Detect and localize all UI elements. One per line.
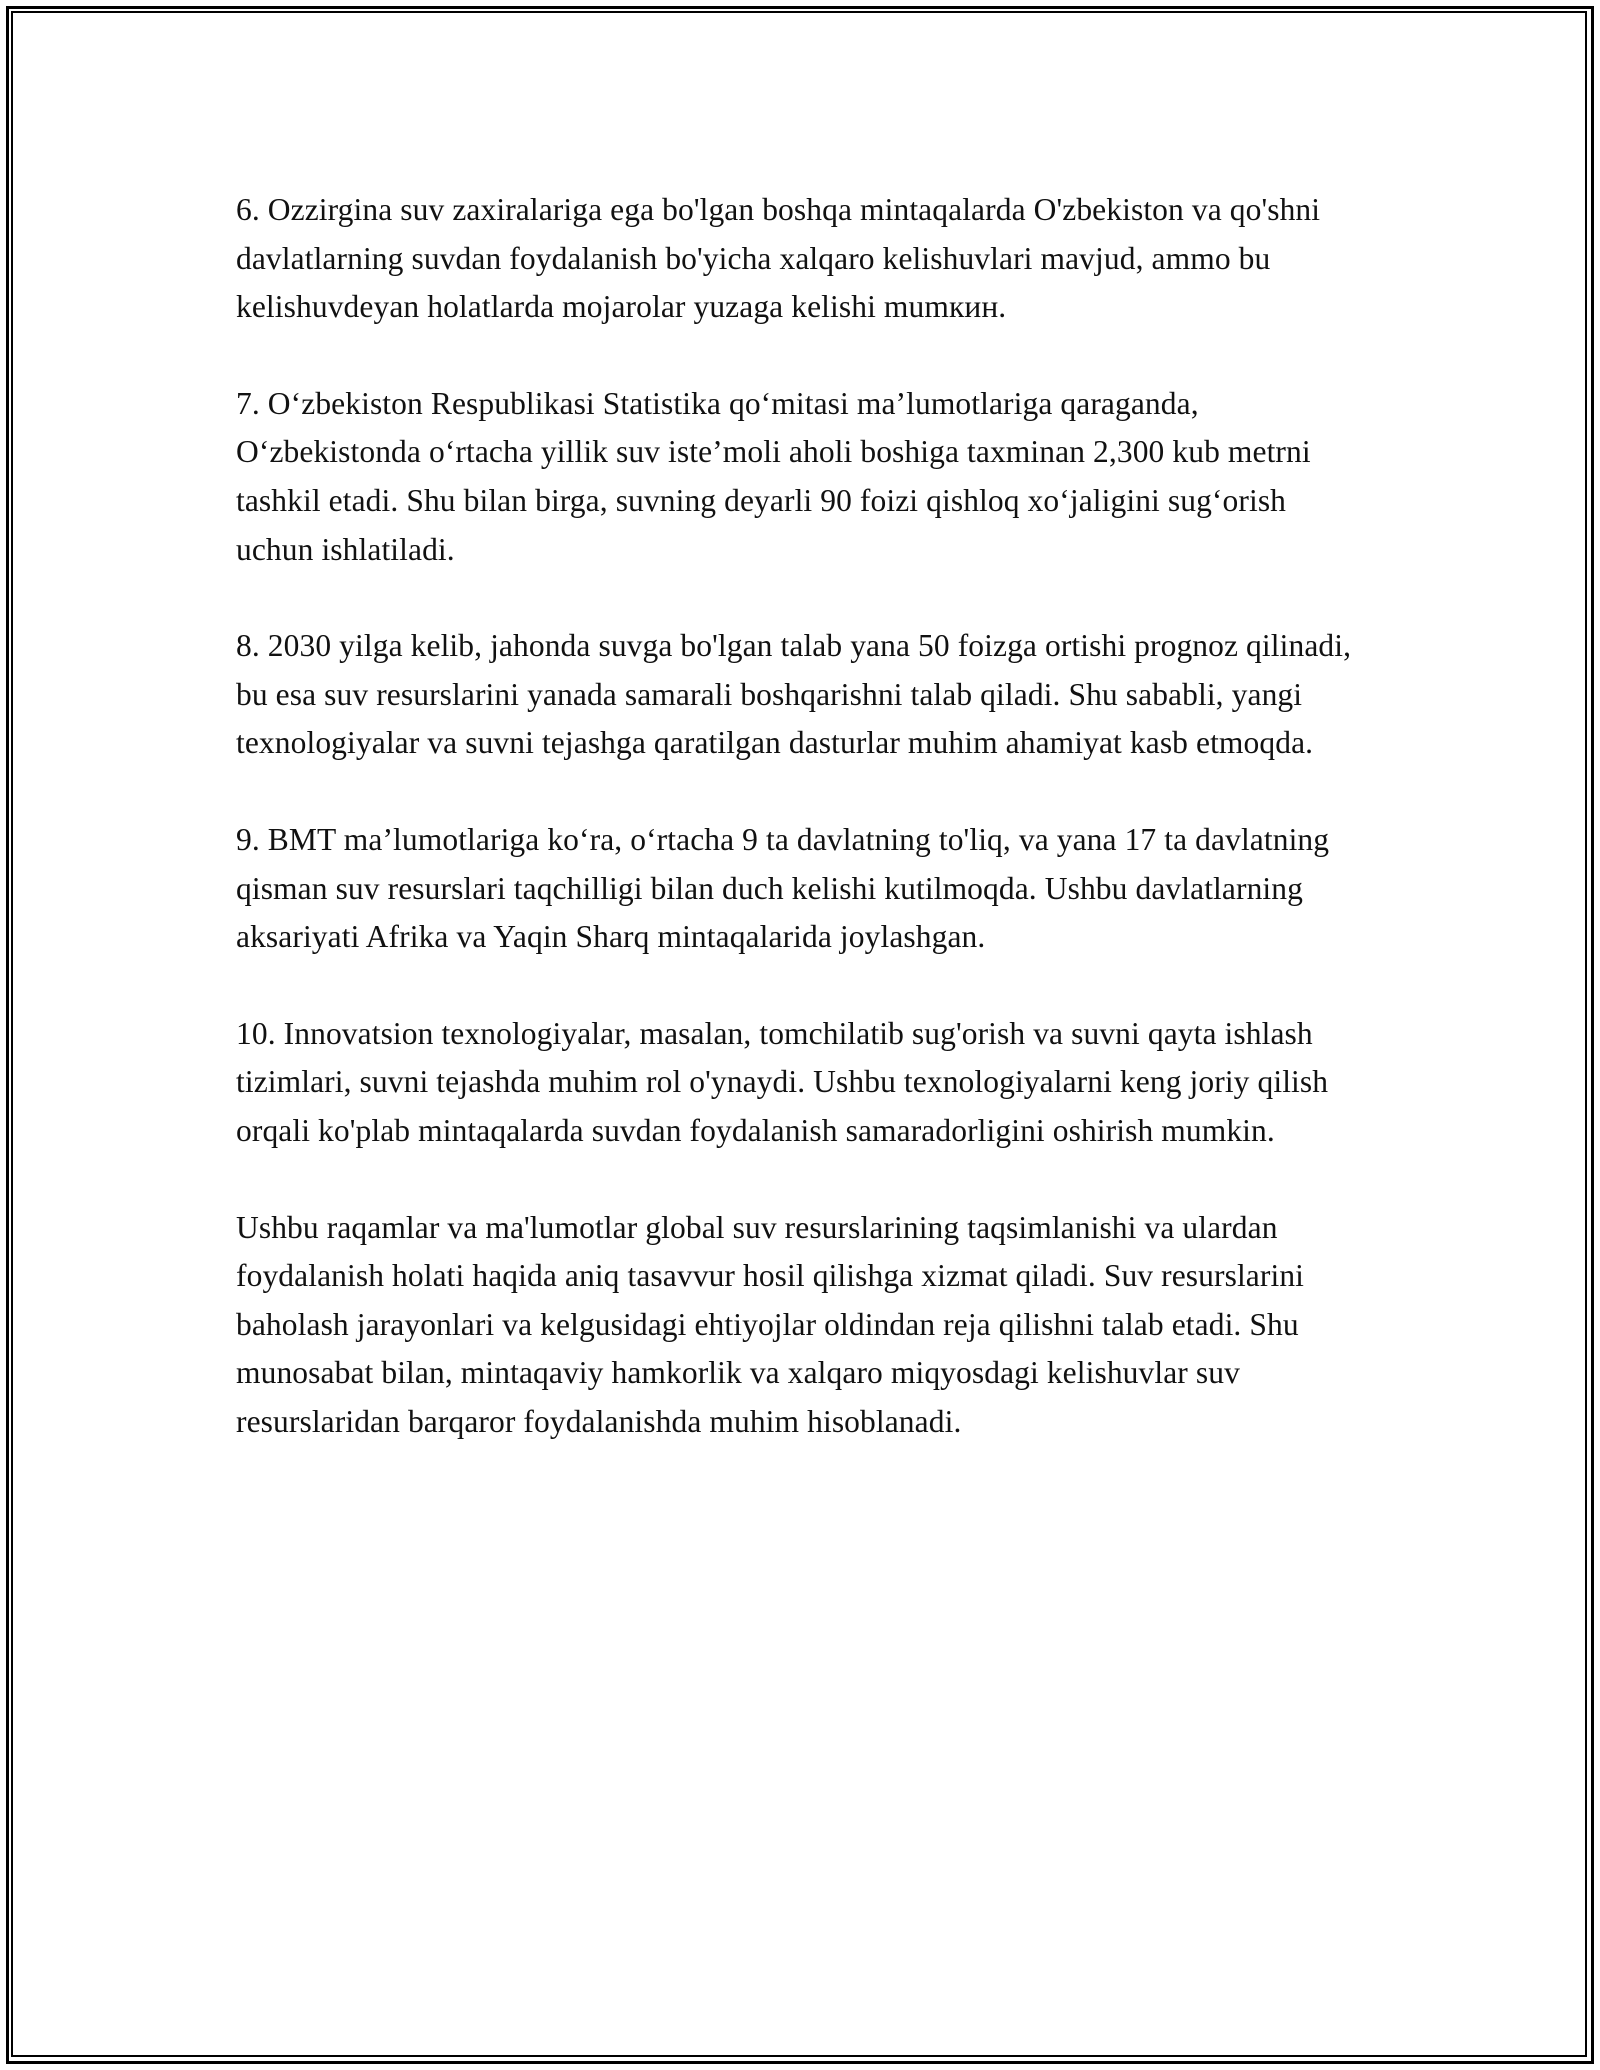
paragraph-7: 7. O‘zbekiston Respublikasi Statistika qo‘mitasi ma’lumotlariga qaraganda, O‘zbekistonda o‘rtacha yillik suv iste’moli aholi boshiga taxminan 2,300 kub metrni tashkil etadi. Shu bilan birga, suvning deyarli 90 foizi qishloq xo‘jaligini sug‘orish uchun ishlatiladi. [236,385,1311,567]
paragraph-6: 6. Ozzirgina suv zaxiralariga ega bo'lgan boshqa mintaqalarda O'zbekiston va qo'shni davlatlarning suvdan foydalanish bo'yicha xalqaro kelishuvlari mavjud, ammo bu kelishuvdeyan holatlarda mojarolar yuzaga kelishi mumкин. [236,192,1321,325]
paragraph-9: 9. BMT ma’lumotlariga ko‘ra, o‘rtacha 9 ta davlatning to'liq, va yana 17 ta davlatning qisman suv resurslari taqchilligi bilan duch kelishi kutilmoqda. Ushbu davlatlarning aksariyati Afrika va Yaqin Sharq mintaqalarida joylashgan. [236,821,1330,955]
paragraph-8: 8. 2030 yilga kelib, jahonda suvga bo'lgan talab yana 50 foizga ortishi prognoz qilinadi, bu esa suv resurslarini yanada samarali boshqarishni talab qiladi. Shu sababli, yangi texnologiyalar va suvni tejashga qaratilgan dasturlar muhim ahamiyat kasb etmoqda. [236,628,1352,761]
document-body [236,186,1356,1494]
paragraph-conclusion: Ushbu raqamlar va ma'lumotlar global suv resurslarining taqsimlanishi va ulardan foydalanish holati haqida aniq tasavvur hosil qilishga xizmat qiladi. Suv resurslarini baholash jarayonlari va kelgusidagi ehtiyojlar oldindan reja qilishni talab etadi. Shu munosabat bilan, mintaqaviy hamkorlik va xalqaro miqyosdagi kelishuvlar suv resurslaridan barqaror foydalanishda muhim hisoblanadi. [236,1209,1305,1439]
paragraph-10: 10. Innovatsion texnologiyalar, masalan, tomchilatib sug'orish va suvni qayta ishlash tizimlari, suvni tejashda muhim rol o'ynaydi. Ushbu texnologiyalarni keng joriy qilish orqali ko'plab mintaqalarda suvdan foydalanish samaradorligini oshirish mumkin. [236,1015,1329,1148]
